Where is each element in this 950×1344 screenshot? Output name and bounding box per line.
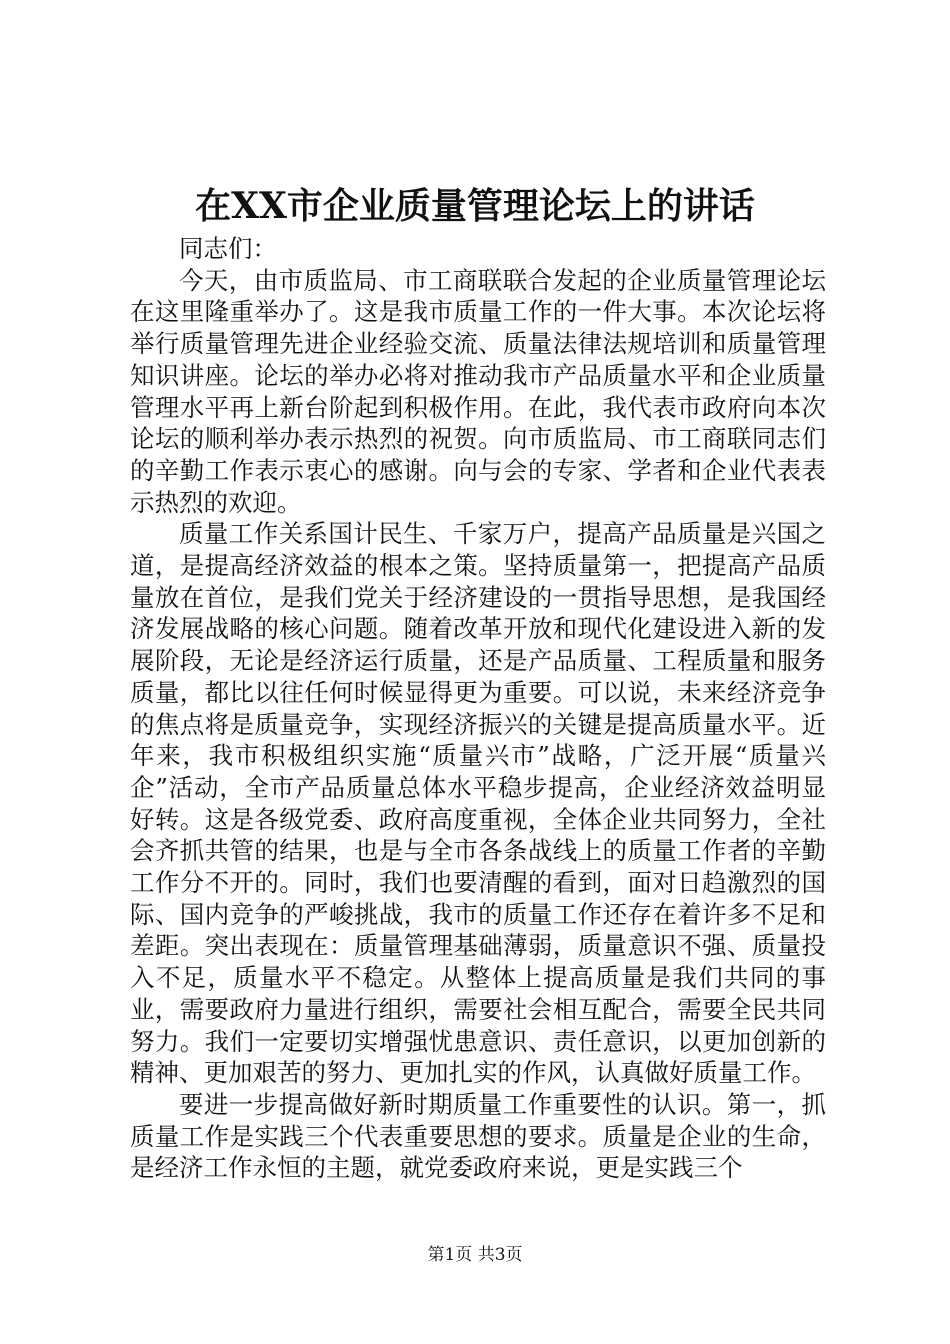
paragraph-2: 质量工作关系国计民生、千家万户，提高产品质量是兴国之道，是提高经济效益的根本之策。坚持质量第一，把提高产品质量放在首位，是我们党关于经济建设的一贯指导思想，是我国经济发展战略的核心问题。随着改革开放和现代化建设进入新的发展阶段，无论是经济运行质量，还是产品质量、工程质量和服务质量，都比以往任何时候显得更为重要。可以说，未来经济竞争的焦点将是质量竞争，实现经济振兴的关键是提高质量水平。近年来，我市积极组织实施“质量兴市”战略，广泛开展“质量兴企”活动，全市产品质量总体水平稳步提高，企业经济效益明显好转。这是各级党委、政府高度重视，全体企业共同努力，全社会齐抓共管的结果，也是与全市各条战线上的质量工作者的辛勤工作分不开的。同时，我们也要清醒的看到，面对日趋激烈的国际、国内竞争的严峻挑战，我市的质量工作还存在着许多不足和差距。突出表现在：质量管理基础薄弱，质量意识不强、质量投入不足，质量水平不稳定。从整体上提高质量是我们共同的事业，需要政府力量进行组织，需要社会相互配合，需要全民共同努力。我们一定要切实增强忧患意识、责任意识，以更加创新的精神、更加艰苦的努力、更加扎实的作风，认真做好质量工作。 [130, 519, 826, 1088]
paragraph-1: 今天，由市质监局、市工商联联合发起的企业质量管理论坛在这里隆重举办了。这是我市质量工作的一件大事。本次论坛将举行质量管理先进企业经验交流、质量法律法规培训和质量管理知识讲座。论坛的举办必将对推动我市产品质量水平和企业质量管理水平再上新台阶起到积极作用。在此，我代表市政府向本次论坛的顺利举办表示热烈的祝贺。向市质监局、市工商联同志们的辛勤工作表示衷心的感谢。向与会的专家、学者和企业代表表示热烈的欢迎。 [130, 265, 826, 517]
paragraph-3: 要进一步提高做好新时期质量工作重要性的认识。第一，抓质量工作是实践三个代表重要思想的要求。质量是企业的生命，是经济工作永恒的主题，就党委政府来说，更是实践三个 [130, 1089, 826, 1183]
page-number-footer: 第1页 共3页 [427, 1245, 523, 1265]
salutation: 同志们： [179, 234, 277, 263]
document-body [130, 233, 826, 1184]
document-title: 在XX市企业质量管理论坛上的讲话 [195, 185, 755, 227]
